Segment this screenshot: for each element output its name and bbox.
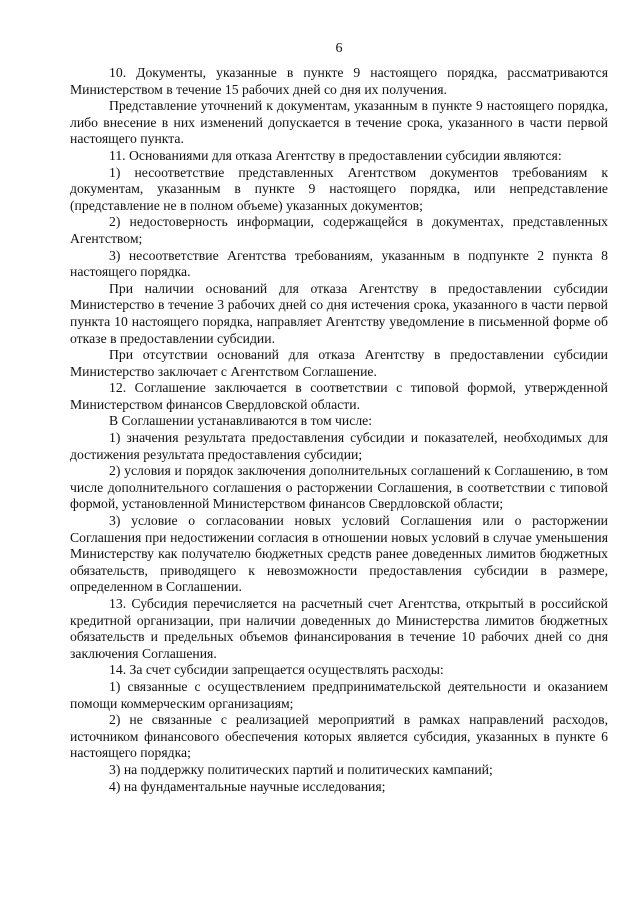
paragraph-agreement-terms: В Соглашении устанавливаются в том числе: <box>109 413 373 429</box>
paragraph-10: 10. Документы, указанные в пункте 9 настоящего порядка, рассматриваются Министерством в течение 15 рабочих дней со дня их получения. <box>70 65 608 97</box>
paragraph-13: 13. Субсидия перечисляется на расчетный счет Агентства, открытый в российской кредитной организации, при наличии доведенных до Министерства лимитов бюджетных обязательств и предельных объемов финансирования в течение 10 рабочих дней со дня заключения Соглашения. <box>70 596 608 661</box>
list-item: 1) значения результата предоставления субсидии и показателей, необходимых для достижения результата предоставления субсидии; <box>70 430 608 462</box>
list-item: 2) не связанные с реализацией мероприятий в рамках направлений расходов, источником финансового обеспечения которых является субсидия, указанных в пункте 6 настоящего порядка; <box>70 712 608 761</box>
paragraph-12: 12. Соглашение заключается в соответствии с типовой формой, утвержденной Министерством финансов Свердловской области. <box>70 380 608 412</box>
list-item: 2) условия и порядок заключения дополнительных соглашений к Соглашению, в том числе дополнительного соглашения о расторжении Соглашения, в соответствии с типовой формой, установленной Министерством финансов Свердловской области; <box>70 463 608 512</box>
paragraph-agreement: При отсутствии оснований для отказа Агентству в предоставлении субсидии Министерство заключает с Агентством Соглашение. <box>70 347 608 379</box>
list-item: 3) условие о согласовании новых условий Соглашения или о расторжении Соглашения при недостижении согласия в отношении новых условий в случае уменьшения Министерству как получателю бюджетных средств ранее доведенных лимитов бюджетных обязательств, приводящего к невозможности предоставления субсидии в размере, определенном в Соглашении. <box>70 513 608 595</box>
document-page <box>70 40 608 795</box>
page-number: 6 <box>335 41 343 56</box>
list-item: 3) на поддержку политических партий и политических кампаний; <box>109 761 493 777</box>
list-item: 4) на фундаментальные научные исследования; <box>109 778 386 794</box>
paragraph-14: 14. За счет субсидии запрещается осуществлять расходы: <box>109 662 444 678</box>
list-item: 1) связанные с осуществлением предпринимательской деятельности и оказанием помощи коммерческим организациям; <box>70 678 608 711</box>
list-item: 3) несоответствие Агентства требованиям, указанным в подпункте 2 пункта 8 настоящего порядка. <box>70 247 608 280</box>
list-item: 2) недостоверность информации, содержащейся в документах, представленных Агентством; <box>70 214 608 246</box>
list-item: 1) несоответствие представленных Агентством документов требованиям к документам, указанным в пункте 9 настоящего порядка, или непредставление (представление не в полном объеме) указанных документов; <box>70 164 608 213</box>
paragraph-clarifications: Представление уточнений к документам, указанным в пункте 9 настоящего порядка, либо внесение в них изменений допускается в течение срока, указанного в части первой настоящего пункта. <box>70 98 608 147</box>
paragraph-refusal: При наличии оснований для отказа Агентству в предоставлении субсидии Министерство в течение 3 рабочих дней со дня истечения срока, указанного в части первой пункта 10 настоящего порядка, направляет Агентству уведомление в письменной форме об отказе в предоставлении субсидии. <box>70 280 608 346</box>
paragraph-11: 11. Основаниями для отказа Агентству в предоставлении субсидии являются: <box>109 147 562 163</box>
